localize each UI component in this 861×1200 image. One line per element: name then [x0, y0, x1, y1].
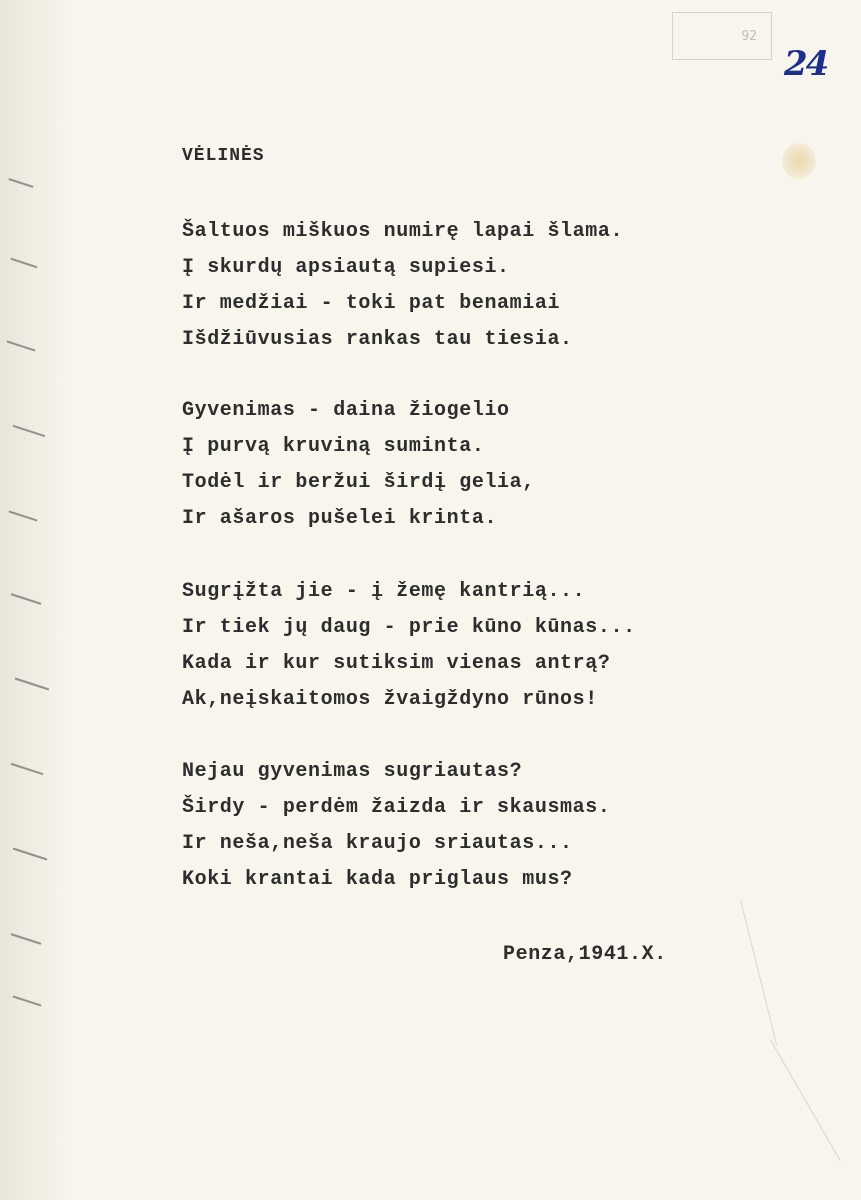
poem-line: Koki krantai kada priglaus mus? — [182, 868, 573, 891]
poem-line: Ir tiek jų daug - prie kūno kūnas... — [182, 616, 636, 639]
poem-line: Gyvenimas - daina žiogelio — [182, 399, 510, 422]
poem-line: Į skurdų apsiautą supiesi. — [182, 256, 510, 279]
folio-number: 24 — [784, 44, 828, 84]
poem-line: Todėl ir beržui širdį gelia, — [182, 471, 535, 494]
poem-line: Ir medžiai - toki pat benamiai — [182, 292, 561, 315]
archive-number: 92 — [741, 29, 757, 44]
poem-line: Į purvą kruviną suminta. — [182, 435, 485, 458]
poem-line: Ir neša,neša kraujo sriautas... — [182, 832, 573, 855]
poem-line: Šaltuos miškuos numirę lapai šlama. — [182, 220, 624, 243]
poem-line: Kada ir kur sutiksim vienas antrą? — [182, 652, 611, 675]
poem-line: Išdžiūvusias rankas tau tiesia. — [182, 328, 573, 351]
place-and-date: Penza,1941.X. — [503, 943, 667, 966]
poem-line: Širdy - perdėm žaizda ir skausmas. — [182, 796, 611, 819]
poem-title: VĖLINĖS — [182, 146, 265, 166]
poem-line: Ak,neįskaitomos žvaigždyno rūnos! — [182, 688, 598, 711]
archive-stamp — [672, 12, 772, 60]
paper-crease — [770, 1040, 841, 1162]
poem-line: Nejau gyvenimas sugriautas? — [182, 760, 523, 783]
poem-line: Ir ašaros pušelei krinta. — [182, 507, 498, 530]
paper-crease — [740, 900, 777, 1046]
poem-line: Sugrįžta jie - į žemę kantrią... — [182, 580, 586, 603]
paper-stain — [782, 143, 816, 179]
